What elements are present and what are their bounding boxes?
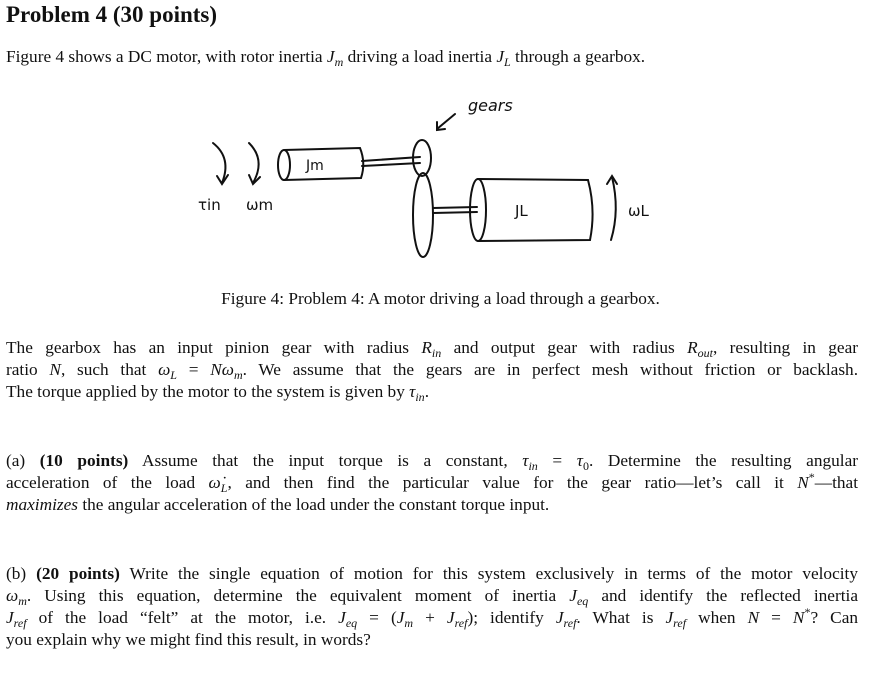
text-run: The gearbox has an input pinion gear with radius <box>6 338 422 357</box>
output-gear <box>413 173 433 257</box>
text-run: . <box>424 382 430 401</box>
math-run: τ <box>409 382 416 401</box>
math-run: m <box>334 55 344 69</box>
jm-label: Jm <box>306 158 324 174</box>
math-run: J <box>569 586 577 605</box>
math-run: ω̇ <box>208 473 221 492</box>
figure-caption: Figure 4: Problem 4: A motor driving a load through a gearbox. <box>221 289 660 308</box>
text-run: and output gear with radius <box>441 338 688 357</box>
omega-m-label: ωm <box>246 196 274 214</box>
text-run: through a gearbox. <box>510 47 646 66</box>
text-run: driving a load inertia <box>343 47 497 66</box>
math-run: 0 <box>582 459 589 473</box>
math-run: m <box>18 594 27 608</box>
text-run: Assume that the input torque is a constant, <box>128 451 523 470</box>
math-run: in <box>528 459 538 473</box>
math-run: N <box>49 360 61 379</box>
text-run: of the load “felt” at the motor, i.e. <box>26 608 339 627</box>
problem-title: Problem 4 (30 points) <box>6 2 218 27</box>
math-run: J <box>665 608 674 627</box>
math-run: (10 points) <box>39 451 129 470</box>
text-line <box>6 359 858 381</box>
math-run: R <box>687 338 698 357</box>
text-run: , resulting in gear <box>713 338 858 357</box>
text-run: the angular acceleration of the load under the constant torque input. <box>78 495 550 514</box>
text-run: (a) <box>6 451 40 470</box>
math-run: J <box>338 608 346 627</box>
text-run: ratio <box>6 360 50 379</box>
text-line <box>6 585 858 607</box>
load-inertia-cylinder <box>470 179 593 241</box>
tau-in-label: τin <box>198 196 221 214</box>
text-run: . Using this equation, determine the equivalent moment of inertia <box>26 586 570 605</box>
text-run: . Determine the resulting angular <box>588 451 858 470</box>
text-run: and identify the reflected inertia <box>588 586 858 605</box>
math-run: m <box>404 616 414 630</box>
motor-gearbox-figure <box>0 80 881 290</box>
text-run: you explain why we might find this result, in words? <box>6 630 371 649</box>
omega-l-label: ωL <box>628 202 649 220</box>
math-run: ω <box>158 360 171 379</box>
text-run: . What is <box>576 608 666 627</box>
torque-arrow <box>213 143 228 184</box>
math-run: J <box>496 47 505 66</box>
math-run: L <box>220 481 228 495</box>
intro-text <box>6 46 858 68</box>
text-run: Write the single equation of motion for this system exclusively in terms of the motor velocity <box>119 564 858 583</box>
text-line <box>6 607 858 629</box>
math-run: N <box>792 608 805 627</box>
math-run: in <box>415 390 425 404</box>
math-run: J <box>396 608 405 627</box>
math-run: L <box>170 368 177 382</box>
text-run: . We assume that the gears are in perfect mesh without friction or backlash. <box>242 360 859 379</box>
math-run: τ <box>576 451 583 470</box>
math-run: eq <box>345 616 358 630</box>
math-run: ref <box>673 616 687 630</box>
text-run: , and then find the particular value for the gear ratio—let’s call it <box>227 473 798 492</box>
text-run: = <box>176 360 211 379</box>
math-run: ref <box>13 616 27 630</box>
text-run: = <box>537 451 577 470</box>
math-run: ref <box>563 616 577 630</box>
text-run: acceleration of the load <box>6 473 209 492</box>
omega-m-arrow <box>249 143 260 184</box>
text-line <box>6 629 858 651</box>
math-run: ref <box>454 616 468 630</box>
text-run: = ( <box>357 608 397 627</box>
omega-l-arrow <box>607 176 617 240</box>
math-run: τ <box>522 451 529 470</box>
math-run: ω <box>6 586 19 605</box>
math-run: eq <box>576 594 589 608</box>
text-run: + <box>413 608 447 627</box>
math-run: L <box>504 55 511 69</box>
jl-label: JL <box>515 202 528 220</box>
text-run: The torque applied by the motor to the system is given by <box>6 382 410 401</box>
text-line <box>6 472 858 494</box>
math-run: J <box>6 608 14 627</box>
text-line <box>6 337 858 359</box>
text-line <box>6 563 858 585</box>
math-run: N <box>747 608 760 627</box>
motor-shaft <box>362 157 420 166</box>
math-run: out <box>697 346 713 360</box>
math-run: m <box>233 368 243 382</box>
math-run: Nω <box>210 360 234 379</box>
math-run: * <box>804 605 811 619</box>
math-run: R <box>421 338 432 357</box>
text-run: = <box>759 608 793 627</box>
text-line <box>6 494 858 516</box>
math-run: (20 points) <box>36 564 120 583</box>
gears-label: gears <box>468 96 513 115</box>
text-run: ? Can <box>810 608 858 627</box>
math-run: * <box>808 470 815 484</box>
text-run: Figure 4 shows a DC motor, with rotor inertia <box>6 47 327 66</box>
text-run: —that <box>814 473 858 492</box>
math-run: N <box>797 473 809 492</box>
math-run: J <box>555 608 564 627</box>
text-run: , such that <box>60 360 159 379</box>
text-line <box>6 450 858 472</box>
math-run: J <box>446 608 455 627</box>
text-run: ); identify <box>467 608 556 627</box>
math-run: maximizes <box>6 495 78 514</box>
math-run: J <box>326 47 335 66</box>
text-line <box>6 381 858 403</box>
math-run: in <box>431 346 442 360</box>
text-run: when <box>686 608 748 627</box>
text-run: (b) <box>6 564 37 583</box>
gears-pointer-arrow <box>437 114 455 130</box>
